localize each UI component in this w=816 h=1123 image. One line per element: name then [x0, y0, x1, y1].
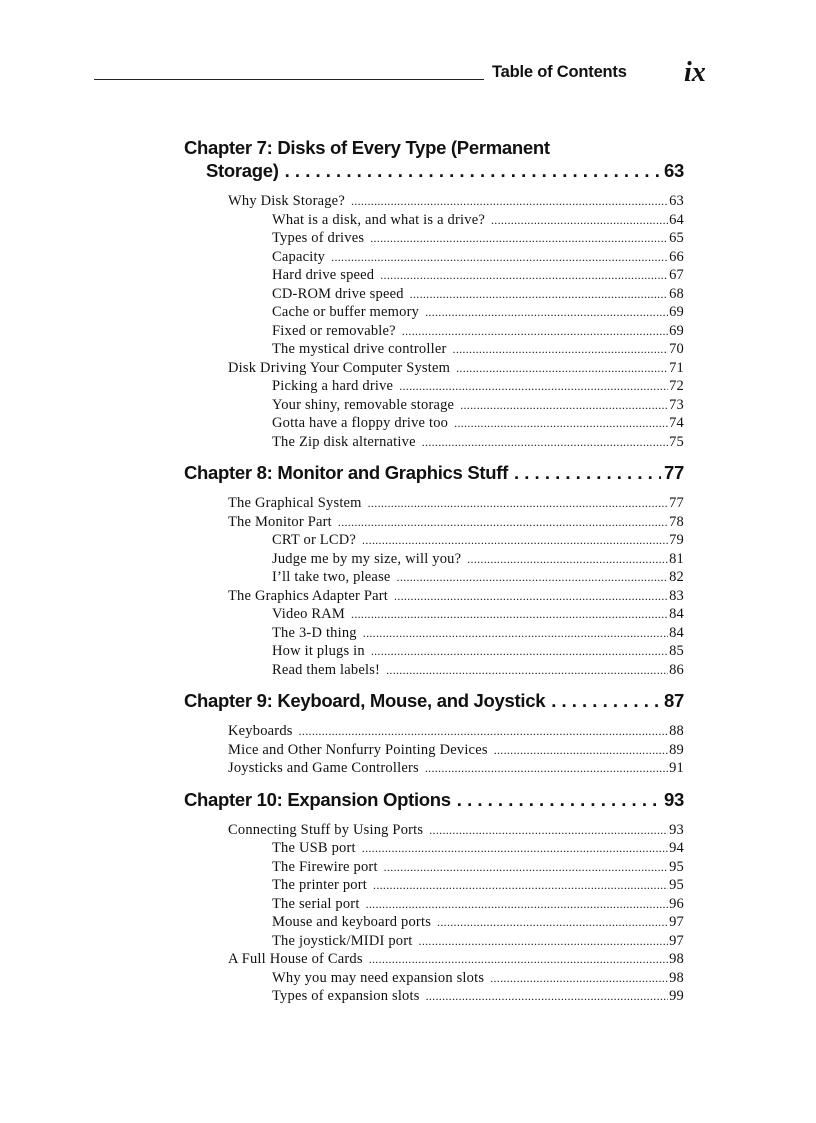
entry-page-number: 93 — [669, 821, 684, 838]
header-rule — [94, 79, 484, 80]
entry-title: Hard drive speed — [272, 267, 375, 283]
toc-section-entry[interactable] — [184, 741, 684, 760]
entry-page-number: 77 — [669, 495, 684, 511]
toc-subsection-entry[interactable] — [184, 969, 684, 988]
entry-page-number: 84 — [669, 606, 684, 622]
table-of-contents — [184, 136, 684, 1016]
entry-page-number: 97 — [669, 932, 684, 949]
dot-leader — [368, 494, 668, 513]
entry-page-number: 75 — [669, 433, 684, 450]
entry-title: Video RAM — [272, 606, 346, 622]
toc-section-entry[interactable] — [184, 192, 684, 211]
dot-leader — [331, 248, 668, 267]
toc-subsection-entry[interactable] — [184, 932, 684, 951]
entry-page-number: 70 — [669, 341, 684, 357]
chapter-entries — [184, 722, 684, 778]
toc-section-entry[interactable] — [184, 494, 684, 513]
entry-title: The serial port — [272, 895, 360, 912]
toc-subsection-entry[interactable] — [184, 396, 684, 415]
header-title: Table of Contents — [492, 63, 627, 81]
toc-section-entry[interactable] — [184, 759, 684, 778]
dot-leader — [351, 192, 668, 211]
entry-title: CD-ROM drive speed — [272, 285, 404, 302]
entry-page-number: 99 — [669, 988, 684, 1004]
dot-leader — [369, 950, 668, 969]
entry-title: The Graphical System — [228, 495, 362, 511]
entry-title: Joysticks and Game Controllers — [228, 760, 419, 776]
toc-subsection-entry[interactable] — [184, 211, 684, 230]
toc-subsection-entry[interactable] — [184, 568, 684, 587]
dot-leader — [419, 932, 669, 951]
entry-page-number: 91 — [669, 760, 684, 776]
entry-title: The Graphics Adapter Part — [228, 587, 389, 604]
dot-leader — [362, 839, 668, 858]
chapter-title-continued: Storage) — [206, 160, 279, 181]
dot-leader — [363, 624, 668, 643]
dot-leader — [467, 550, 668, 569]
entry-page-number: 84 — [669, 624, 684, 641]
chapter-heading[interactable] — [184, 788, 684, 811]
entry-page-number: 88 — [669, 723, 684, 739]
entry-page-number: 72 — [669, 378, 684, 394]
entry-page-number: 69 — [669, 304, 684, 320]
entry-title: What is a disk, and what is a drive? — [272, 211, 485, 228]
dot-leader — [338, 513, 668, 532]
entry-page-number: 73 — [669, 396, 684, 413]
entry-page-number: 95 — [669, 877, 684, 893]
dot-leader — [453, 340, 669, 359]
toc-subsection-entry[interactable] — [184, 858, 684, 877]
toc-section-entry[interactable] — [184, 513, 684, 532]
entry-title: Cache or buffer memory — [272, 304, 420, 320]
toc-section-entry[interactable] — [184, 950, 684, 969]
entry-title: Fixed or removable? — [272, 322, 396, 339]
entry-page-number: 98 — [669, 951, 684, 967]
header-page-number: ix — [684, 57, 706, 88]
toc-subsection-entry[interactable] — [184, 550, 684, 569]
entry-title: Types of expansion slots — [272, 988, 420, 1004]
entry-title: The Zip disk alternative — [272, 433, 416, 450]
entry-title: Disk Driving Your Computer System — [228, 359, 451, 376]
entry-title: I’ll take two, please — [272, 569, 391, 585]
toc-subsection-entry[interactable] — [184, 642, 684, 661]
chapter-page-number: 87 — [664, 690, 684, 711]
toc-section-entry[interactable] — [184, 722, 684, 741]
dot-leader — [386, 661, 668, 680]
entry-page-number: 66 — [669, 248, 684, 265]
entry-page-number: 85 — [669, 643, 684, 659]
entry-page-number: 74 — [669, 415, 684, 431]
dot-leader — [370, 229, 668, 248]
dot-leader — [371, 642, 668, 661]
toc-subsection-entry[interactable] — [184, 266, 684, 285]
toc-section-entry[interactable] — [184, 587, 684, 606]
entry-title: The 3-D thing — [272, 624, 357, 641]
toc-subsection-entry[interactable] — [184, 624, 684, 643]
entry-title: The mystical drive controller — [272, 341, 447, 357]
entry-page-number: 97 — [669, 914, 684, 930]
dot-leader — [491, 211, 668, 230]
entry-title: Mice and Other Nonfurry Pointing Devices — [228, 741, 488, 758]
dot-leader — [437, 913, 668, 932]
chapter-title: Chapter 7: Disks of Every Type (Permanent — [184, 137, 550, 158]
dot-leader — [397, 568, 669, 587]
entry-title: A Full House of Cards — [228, 951, 363, 967]
toc-subsection-entry[interactable] — [184, 433, 684, 452]
entry-title: The Monitor Part — [228, 513, 332, 530]
entry-title: Picking a hard drive — [272, 378, 394, 394]
dot-leader — [425, 759, 668, 778]
entry-title: Why Disk Storage? — [228, 193, 345, 209]
chapter-page-number: 77 — [664, 462, 684, 483]
entry-page-number: 82 — [669, 569, 684, 585]
toc-subsection-entry[interactable] — [184, 340, 684, 359]
toc-subsection-entry[interactable] — [184, 661, 684, 680]
entry-page-number: 95 — [669, 858, 684, 875]
dot-leader — [394, 587, 668, 606]
toc-subsection-entry[interactable] — [184, 377, 684, 396]
entry-page-number: 83 — [669, 587, 684, 604]
entry-title: Why you may need expansion slots — [272, 969, 485, 986]
dot-leader — [494, 741, 668, 760]
chapter-title: Chapter 10: Expansion Options — [184, 788, 451, 810]
toc-subsection-entry[interactable] — [184, 322, 684, 341]
dot-leader — [456, 359, 668, 378]
entry-title: The printer port — [272, 877, 368, 893]
dot-leader — [299, 722, 668, 741]
dot-leader — [454, 414, 668, 433]
toc-subsection-entry[interactable] — [184, 895, 684, 914]
entry-page-number: 68 — [669, 285, 684, 302]
toc-subsection-entry[interactable] — [184, 303, 684, 322]
dot-leader — [366, 895, 669, 914]
entry-page-number: 98 — [669, 969, 684, 986]
toc-subsection-entry[interactable] — [184, 414, 684, 433]
entry-title: The USB port — [272, 840, 356, 856]
toc-subsection-entry[interactable] — [184, 605, 684, 624]
entry-page-number: 65 — [669, 230, 684, 246]
dot-leader — [285, 159, 661, 182]
entry-title: How it plugs in — [272, 643, 365, 659]
entry-page-number: 81 — [669, 550, 684, 567]
chapter-page-number: 93 — [664, 788, 684, 810]
chapter-page-number: 63 — [664, 160, 684, 181]
dot-leader — [490, 969, 668, 988]
toc-section-entry[interactable] — [184, 359, 684, 378]
dot-leader — [551, 689, 661, 712]
entry-title: Keyboards — [228, 723, 293, 739]
entry-title: Capacity — [272, 248, 326, 265]
entry-title: Mouse and keyboard ports — [272, 914, 432, 930]
chapter-title-row — [184, 461, 684, 484]
dot-leader — [402, 322, 668, 341]
dot-leader — [373, 876, 668, 895]
chapter-title: Chapter 9: Keyboard, Mouse, and Joystick — [184, 690, 546, 711]
toc-subsection-entry[interactable] — [184, 987, 684, 1006]
toc-subsection-entry[interactable] — [184, 248, 684, 267]
running-header — [94, 58, 714, 94]
chapter-entries — [184, 192, 684, 451]
dot-leader — [380, 266, 668, 285]
dot-leader — [429, 821, 668, 840]
toc-section-entry[interactable] — [184, 821, 684, 840]
dot-leader — [514, 461, 661, 484]
dot-leader — [425, 303, 668, 322]
dot-leader — [426, 987, 669, 1006]
toc-subsection-entry[interactable] — [184, 531, 684, 550]
entry-page-number: 64 — [669, 211, 684, 228]
dot-leader — [457, 788, 661, 811]
dot-leader — [351, 605, 668, 624]
entry-page-number: 89 — [669, 741, 684, 758]
entry-page-number: 63 — [669, 193, 684, 209]
toc-subsection-entry[interactable] — [184, 285, 684, 304]
chapter-heading[interactable] — [184, 461, 684, 484]
dot-leader — [410, 285, 668, 304]
entry-page-number: 86 — [669, 661, 684, 678]
toc-subsection-entry[interactable] — [184, 839, 684, 858]
chapter-title-row — [184, 788, 684, 811]
entry-page-number: 96 — [669, 895, 684, 912]
entry-title: Gotta have a floppy drive too — [272, 415, 449, 431]
chapter-heading[interactable] — [184, 689, 684, 712]
toc-subsection-entry[interactable] — [184, 913, 684, 932]
chapter-title-row — [184, 159, 684, 182]
chapter-title: Chapter 8: Monitor and Graphics Stuff — [184, 462, 508, 483]
dot-leader — [399, 377, 668, 396]
entry-page-number: 78 — [669, 513, 684, 530]
entry-page-number: 71 — [669, 359, 684, 376]
chapter-entries — [184, 494, 684, 679]
chapter-title-row — [184, 689, 684, 712]
dot-leader — [422, 433, 668, 452]
toc-subsection-entry[interactable] — [184, 229, 684, 248]
chapter-heading[interactable] — [184, 136, 684, 182]
entry-title: The joystick/MIDI port — [272, 932, 413, 949]
entry-title: CRT or LCD? — [272, 532, 357, 548]
entry-page-number: 69 — [669, 322, 684, 339]
entry-title: Your shiny, removable storage — [272, 396, 455, 413]
dot-leader — [460, 396, 668, 415]
entry-title: Connecting Stuff by Using Ports — [228, 821, 424, 838]
entry-page-number: 94 — [669, 840, 684, 856]
entry-title: Types of drives — [272, 230, 365, 246]
toc-subsection-entry[interactable] — [184, 876, 684, 895]
entry-title: Judge me by my size, will you? — [272, 550, 462, 567]
entry-title: The Firewire port — [272, 858, 378, 875]
entry-page-number: 79 — [669, 532, 684, 548]
entry-title: Read them labels! — [272, 661, 381, 678]
dot-leader — [384, 858, 668, 877]
chapter-entries — [184, 821, 684, 1006]
entry-page-number: 67 — [669, 267, 684, 283]
dot-leader — [362, 531, 668, 550]
